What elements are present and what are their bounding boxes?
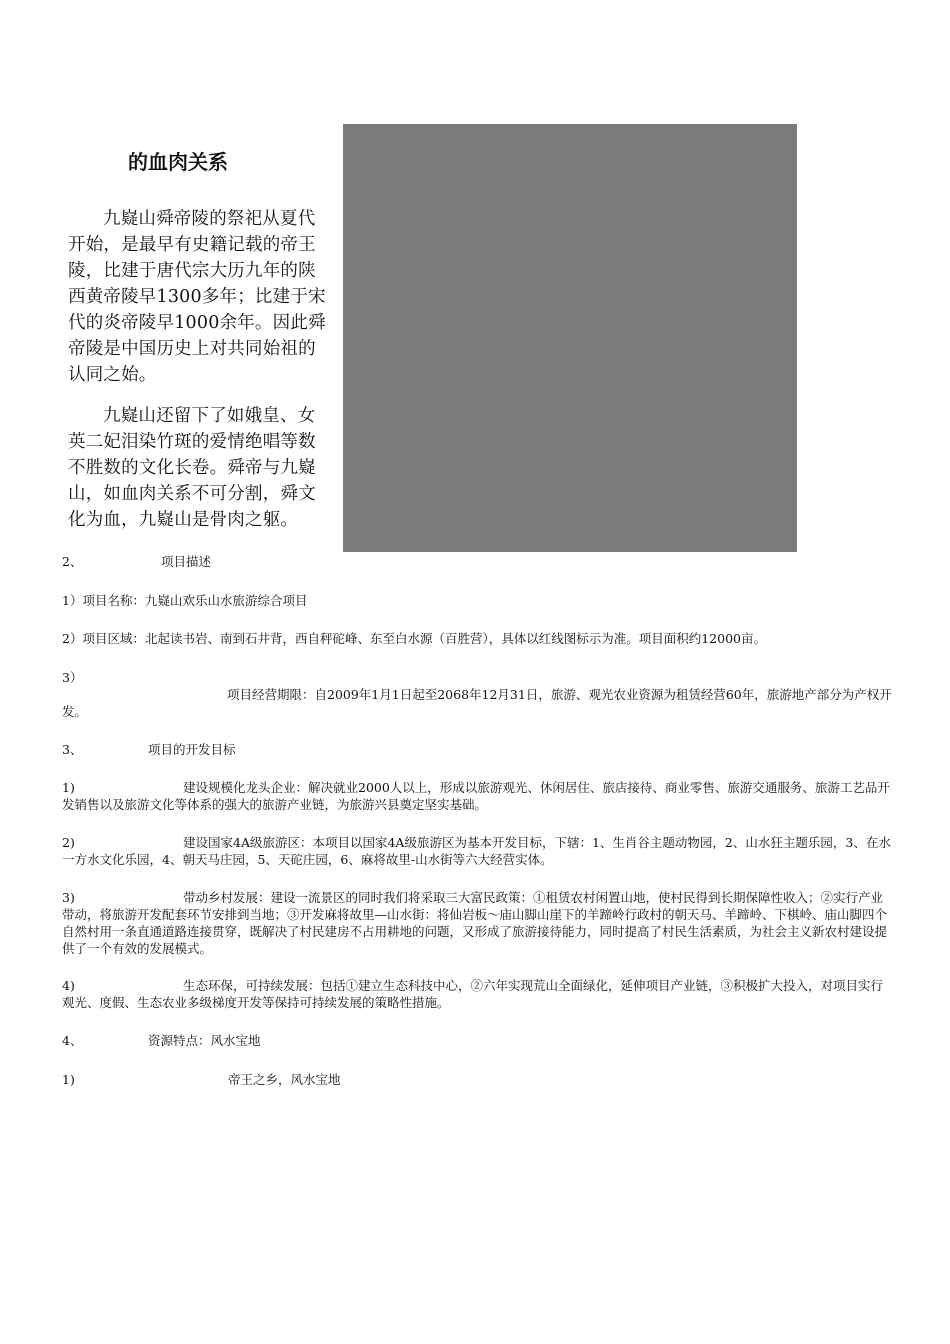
item-text: 建设规模化龙头企业：解决就业2000人以上，形成以旅游观光、休闲居住、旅店接待、商业零售、旅游交通服务、旅游工艺品开发销售以及旅游文化等体系的强大的旅游产业链，为旅游兴县奠定坚实基础。 [62, 780, 890, 812]
item-number: 1) [62, 780, 75, 795]
section-title: 项目的开发目标 [148, 742, 236, 757]
section-number: 2、 [62, 554, 83, 569]
section-number: 4、 [62, 1033, 83, 1048]
item-text: 带动乡村发展：建设一流景区的同时我们将采取三大富民政策：①租赁农村闲置山地，使村民得到长期保障性收入；②实行产业带动，将旅游开发配套环节安排到当地；③开发麻将故里—山水街：将仙岩板～庙山脚山崖下的羊蹄岭行政村的朝天马、羊蹄岭、下棋岭、庙山脚四个自然村用一条直通道路连接贯穿，既解决了村民建房不占用耕地的问题，又形成了旅游接待能力，同时提高了村民生活素质，为社会主义新农村建设提供了一个有效的发展模式。 [62, 890, 888, 956]
item-number: 1) [62, 1072, 75, 1087]
item-number: 2） [62, 631, 83, 646]
section-4-heading [62, 1032, 892, 1049]
intro-paragraph-2: 九嶷山还留下了如娥皇、女英二妃泪染竹斑的爱情绝唱等数不胜数的文化长卷。舜帝与九嶷山，如血肉关系不可分割，舜文化为血，九嶷山是骨肉之躯。 [68, 406, 316, 530]
section-3-heading [62, 741, 892, 758]
intro-paragraph-1: 九嶷山舜帝陵的祭祀从夏代开始，是最早有史籍记载的帝王陵，比建于唐代宗大历九年的陕西黄帝陵早1300多年；比建于宋代的炎帝陵早1000余年。因此舜帝陵是中国历史上对共同始祖的认同之始。 [68, 209, 326, 385]
project-area-line [62, 630, 892, 647]
section-2-heading [62, 553, 892, 570]
goal-4-line [62, 977, 892, 1011]
item-text: 项目名称：九嶷山欢乐山水旅游综合项目 [82, 593, 308, 608]
section-title: 项目描述 [161, 554, 212, 569]
goal-2-line [62, 834, 892, 868]
project-term-line [62, 686, 892, 720]
goal-3-line [62, 889, 892, 957]
section-heading: 的血肉关系 [128, 150, 228, 174]
resource-1-line [62, 1071, 892, 1088]
item-number: 4) [62, 978, 75, 993]
section-number: 3、 [62, 742, 83, 757]
section-title: 资源特点：风水宝地 [148, 1033, 261, 1048]
item-text: 帝王之乡，风水宝地 [228, 1072, 341, 1087]
item-text: 项目经营期限：自2009年1月1日起至2068年12月31日，旅游、观光农业资源为租赁经营60年，旅游地产部分为产权开发。 [62, 687, 892, 719]
item-number: 2) [62, 835, 75, 850]
item-number: 1） [62, 593, 83, 608]
goal-1-line [62, 779, 892, 813]
item-number: 3) [62, 890, 75, 905]
project-name-line [62, 592, 892, 609]
item-text: 建设国家4A级旅游区：本项目以国家4A级旅游区为基本开发目标，下辖：1、生肖谷主题动物园，2、山水狂主题乐园，3、在水一方水文化乐园，4、朝天马庄园，5、天砣庄园，6、麻将故里-山水街等六大经营实体。 [62, 835, 891, 867]
item-text: 生态环保，可持续发展：包括①建立生态科技中心，②六年实现荒山全面绿化，延伸项目产业链，③积极扩大投入，对项目实行观光、度假、生态农业多级梯度开发等保持可持续发展的策略性措施。 [62, 978, 884, 1010]
project-term-number: 3） [62, 670, 83, 685]
photo-placeholder [343, 124, 797, 552]
item-text: 项目区域：北起读书岩、南到石井背，西自秤砣峰、东至白水源（百胜营），具体以红线图标示为准。项目面积约12000亩。 [82, 631, 766, 646]
